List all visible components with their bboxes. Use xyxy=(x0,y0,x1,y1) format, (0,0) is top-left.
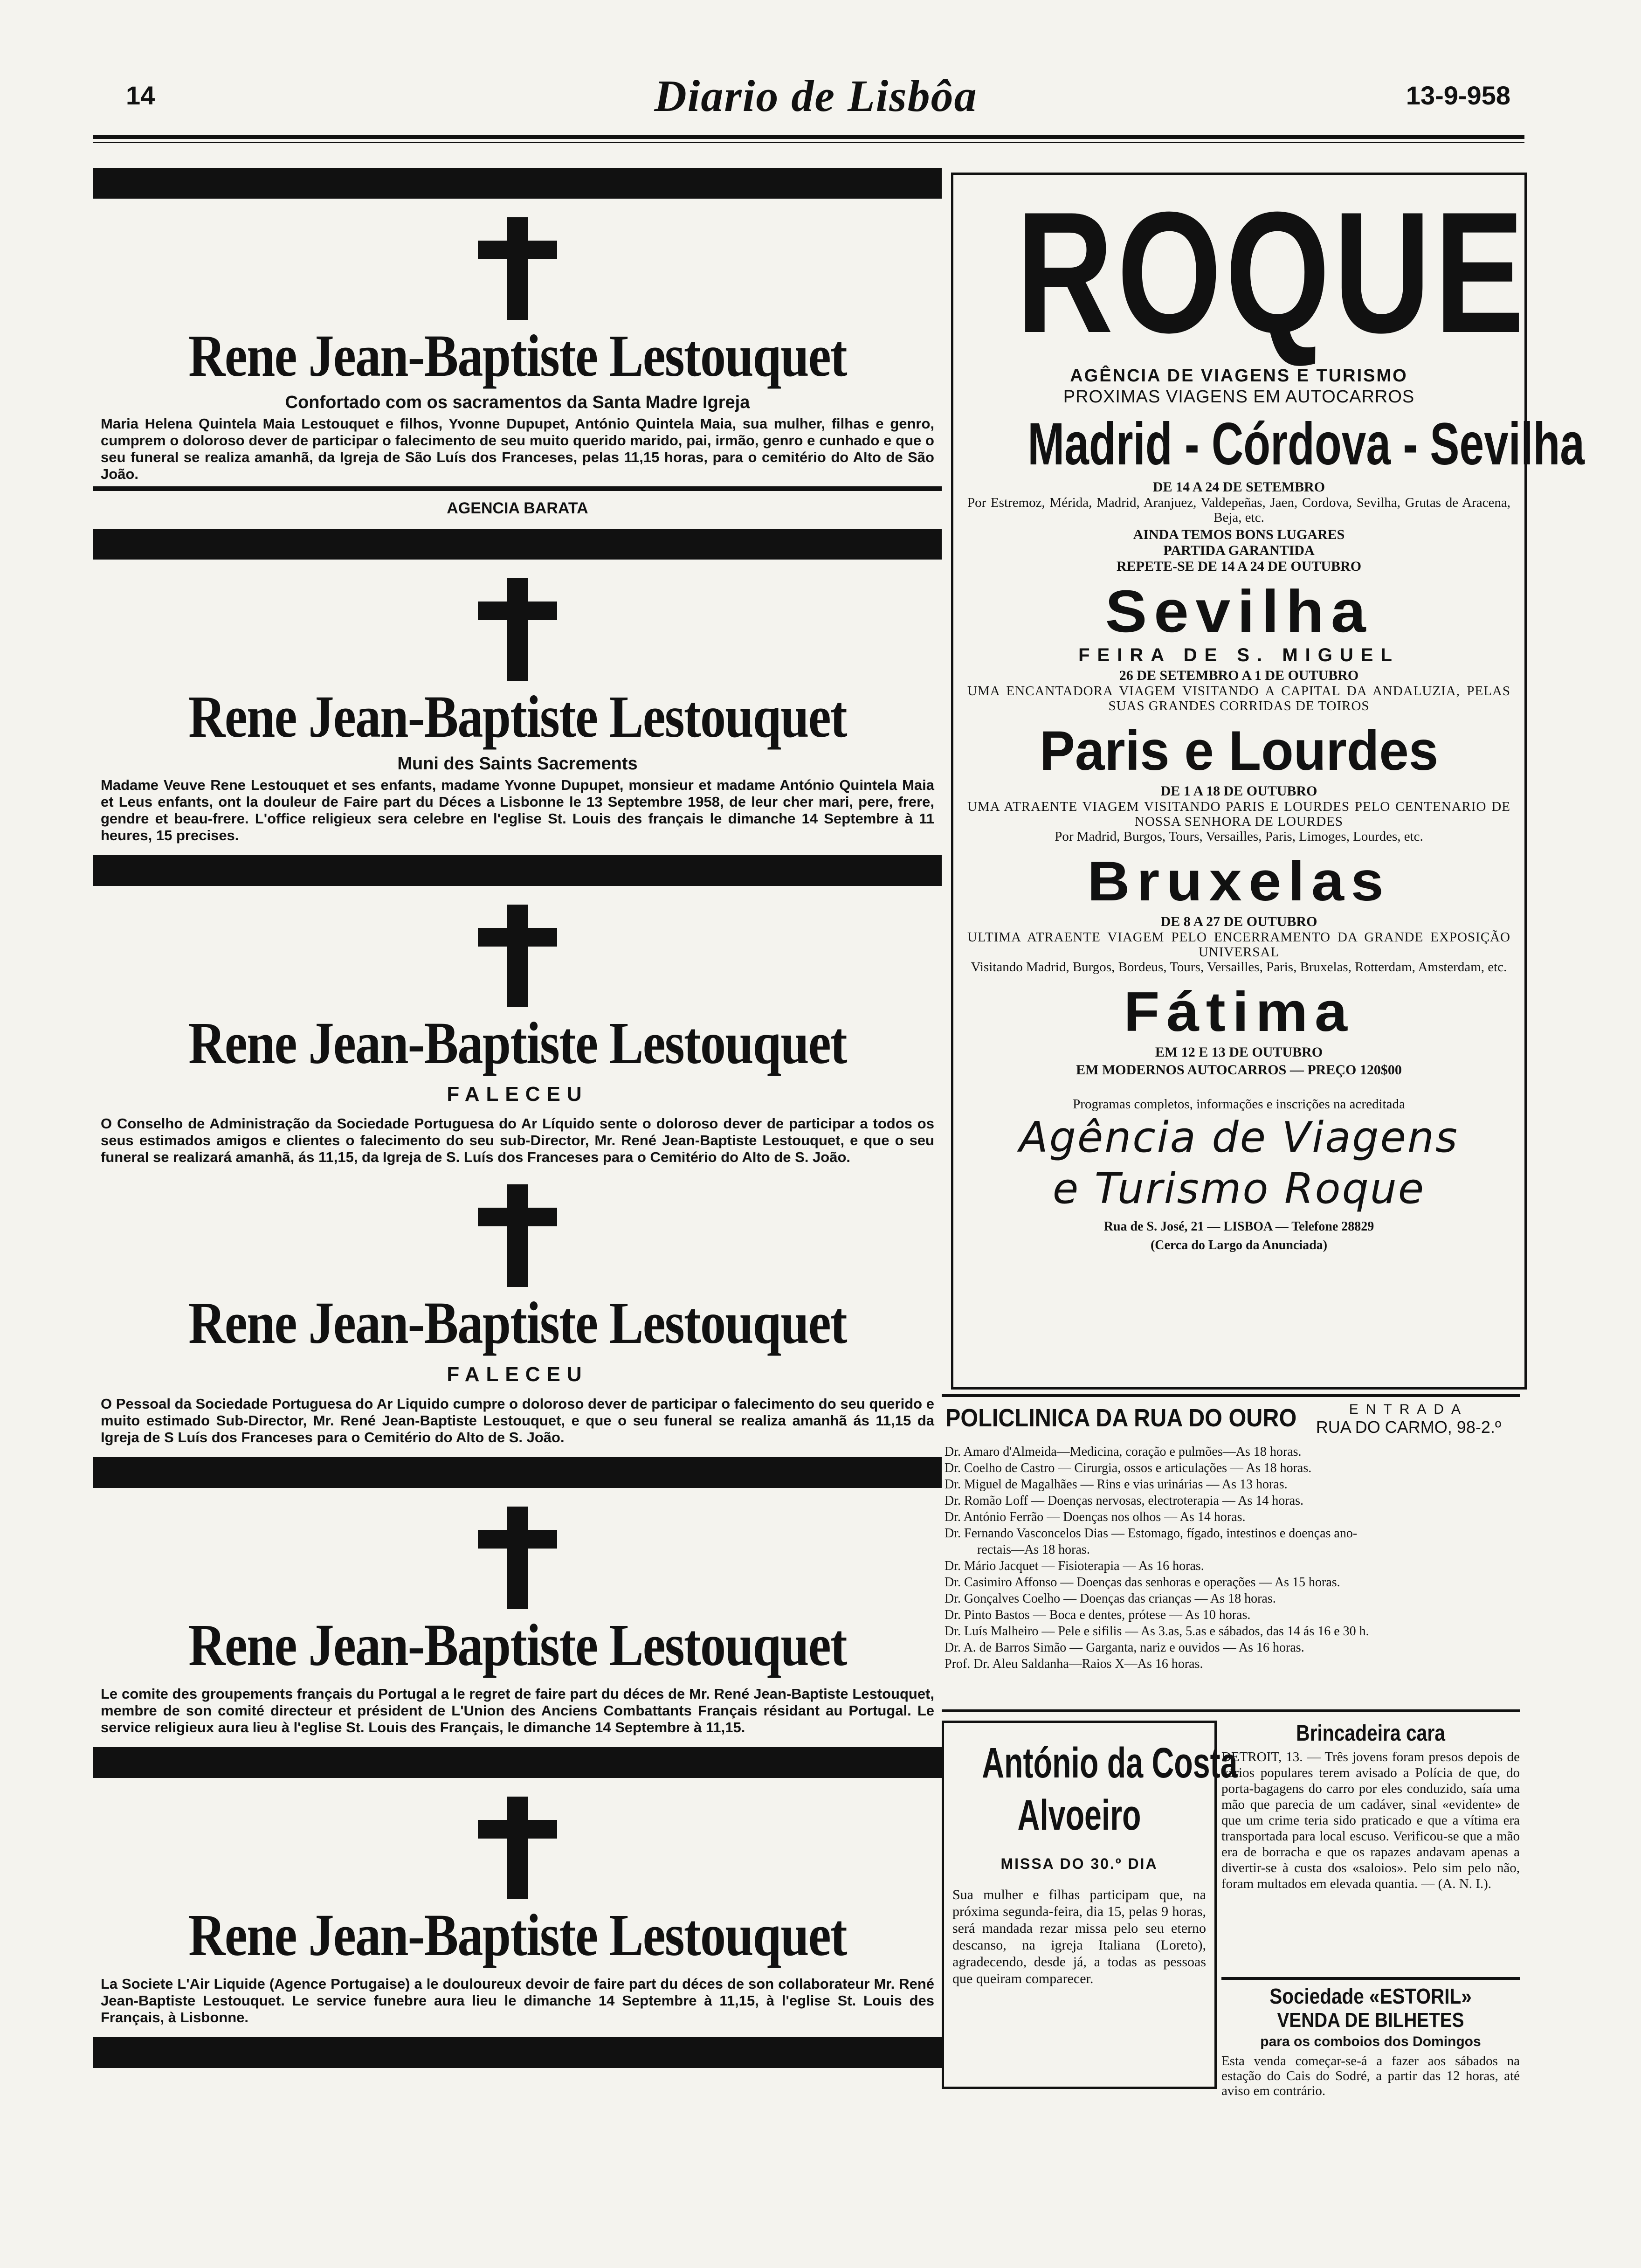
black-bar xyxy=(93,1747,942,1778)
estoril-text: Esta venda começar-se-á a fazer aos sábados na estação do Cais do Sodré, a partir das 12 horas, até aviso em contrário. xyxy=(1221,2054,1520,2098)
bruxelas-desc: ULTIMA ATRAENTE VIAGEM PELO ENCERRAMENTO DA GRANDE EXPOSIÇÃO UNIVERSAL xyxy=(967,929,1510,960)
doctor-entry: Dr. António Ferrão — Doenças nos olhos — As 14 horas. xyxy=(945,1510,1246,1524)
obituaries-column xyxy=(93,168,942,2068)
obituary-5 xyxy=(93,1507,942,1736)
agency-name-line-2: e Turismo Roque xyxy=(1052,1164,1426,1213)
cross-icon xyxy=(478,217,557,320)
fatima-title: Fátima xyxy=(1124,980,1354,1043)
obituary-text: Maria Helena Quintela Maia Lestouquet e filhos, Yvonne Dupupet, António Quintela Maia, sua mulher, filhas e genro, cumprem o doloroso dever de participar o falecimento de seu muito querido marido, pai, irmão, genro e cunhado e que o seu funeral se realiza amanhã, da Igreja de São Luís dos Franceses, pelas 11,15 horas, para o cemitério do Alto de São João. xyxy=(101,415,934,483)
issue-date: 13-9-958 xyxy=(1406,81,1510,110)
bruxelas-dates: DE 8 A 27 DE OUTUBRO xyxy=(1160,913,1317,929)
obituary-name: Rene Jean-Baptiste Lestouquet xyxy=(188,1010,847,1076)
newspaper-title: Diario de Lisbôa xyxy=(654,71,978,121)
madrid-route: Por Estremoz, Mérida, Madrid, Aranjuez, Valdepeñas, Jaen, Cordova, Sevilha, Grutas de Aracena, Beja, etc. xyxy=(967,495,1510,525)
alvoeiro-mass-notice xyxy=(942,1721,1238,2089)
doctor-entry: Dr. Miguel de Magalhães — Rins e vias urinárias — As 13 horas. xyxy=(945,1477,1288,1492)
doctor-entry: Dr. Luís Malheiro — Pele e sifilis — As 3.as, 5.as e sábados, das 14 ás 16 e 30 h. xyxy=(945,1624,1369,1639)
estoril-title: Sociedade «ESTORIL» xyxy=(1269,1984,1472,2008)
madrid-title: Madrid - Córdova - Sevilha xyxy=(1027,411,1585,477)
obituary-1 xyxy=(93,217,942,529)
madrid-note-3: REPETE-SE DE 14 A 24 DE OUTUBRO xyxy=(1116,558,1362,574)
cross-icon xyxy=(478,1797,557,1899)
obituary-name: Rene Jean-Baptiste Lestouquet xyxy=(188,323,847,389)
black-bar xyxy=(93,855,942,886)
sevilha-dates: 26 DE SETEMBRO A 1 DE OUTUBRO xyxy=(1119,667,1359,683)
madrid-note-1: AINDA TEMOS BONS LUGARES xyxy=(1133,526,1345,542)
paris-title: Paris e Lourdes xyxy=(1039,719,1439,782)
bruxelas-title: Bruxelas xyxy=(1087,850,1391,913)
obituary-2 xyxy=(93,578,942,844)
alvoeiro-text: Sua mulher e filhas participam que, na próxima segunda-feira, dia 15, pelas 9 horas, será mandada rezar missa pelo seu eterno descanso, na igreja Italiana (Loreto), agradecendo, desde já, a todas as pessoas que queiram comparecer. xyxy=(952,1887,1206,1986)
cross-icon xyxy=(478,905,557,1007)
agency-name-line-1: Agência de Viagens xyxy=(1019,1113,1459,1162)
black-bar xyxy=(93,2037,942,2068)
roque-brand: ROQUE xyxy=(1016,176,1528,369)
bruxelas-route: Visitando Madrid, Burgos, Bordeus, Tours, Versailles, Paris, Bruxelas, Rotterdam, Amsterdam, etc. xyxy=(971,959,1507,975)
black-bar xyxy=(93,1457,942,1488)
paris-route: Por Madrid, Burgos, Tours, Versailles, Paris, Limoges, Lourdes, etc. xyxy=(1055,829,1423,844)
masthead-rule-thin xyxy=(93,142,1524,143)
obituary-subtitle: FALECEU xyxy=(447,1083,588,1106)
cross-icon xyxy=(478,1507,557,1609)
madrid-note-2: PARTIDA GARANTIDA xyxy=(1163,542,1315,558)
programs-note: Programas completos, informações e inscrições na acreditada xyxy=(1073,1096,1405,1112)
obituary-name: Rene Jean-Baptiste Lestouquet xyxy=(188,1611,847,1678)
madrid-dates: DE 14 A 24 DE SETEMBRO xyxy=(1152,479,1325,495)
black-bar xyxy=(93,168,942,199)
policlinica-listing xyxy=(942,1394,1520,1712)
paris-desc: UMA ATRAENTE VIAGEM VISITANDO PARIS E LOURDES PELO CENTENARIO DE NOSSA SENHORA DE LOURDES xyxy=(967,799,1510,829)
obituary-name: Rene Jean-Baptiste Lestouquet xyxy=(188,1290,847,1356)
estoril-subtitle-2: para os comboios dos Domingos xyxy=(1260,2034,1481,2049)
agency-address-note: (Cerca do Largo da Anunciada) xyxy=(1150,1238,1328,1252)
alvoeiro-name-2: Alvoeiro xyxy=(1017,1791,1141,1839)
alvoeiro-name-1: António da Costa xyxy=(982,1739,1238,1787)
doctor-entry: Dr. Mário Jacquet — Fisioterapia — As 16 horas. xyxy=(945,1559,1204,1573)
tagline: PROXIMAS VIAGENS EM AUTOCARROS xyxy=(1063,387,1415,407)
brincadeira-article xyxy=(1221,1721,1520,1892)
obituary-3 xyxy=(93,905,942,1166)
obituary-4 xyxy=(93,1184,942,1445)
agency-line: AGÊNCIA DE VIAGENS E TURISMO xyxy=(1070,366,1408,386)
obituary-text: Le comite des groupements français du Portugal a le regret de faire part du déces de Mr. René Jean-Baptiste Lestouquet, membre de son comité directeur et président de L'Union des Anciens Combattants Français résidant au Portugal. Le service religieux aura lieu à l'eglise St. Louis des Français, le dimanche 14 Septembre à 11,15. xyxy=(101,1685,934,1736)
entrance-address: RUA DO CARMO, 98-2.º xyxy=(1316,1418,1501,1437)
doctor-entry: Dr. Amaro d'Almeida—Medicina, coração e pulmões—As 18 horas. xyxy=(945,1445,1302,1459)
doctor-entry: Prof. Dr. Aleu Saldanha—Raios X—As 16 horas. xyxy=(945,1657,1203,1671)
fatima-dates: EM 12 E 13 DE OUTUBRO xyxy=(1155,1044,1323,1060)
sevilha-desc: UMA ENCANTADORA VIAGEM VISITANDO A CAPITAL DA ANDALUZIA, PELAS SUAS GRANDES CORRIDAS DE TOIROS xyxy=(967,683,1510,713)
cross-icon xyxy=(478,1184,557,1287)
estoril-subtitle: VENDA DE BILHETES xyxy=(1277,2009,1464,2032)
masthead-rule xyxy=(93,135,1524,139)
funeral-agency: AGENCIA BARATA xyxy=(93,486,942,529)
alvoeiro-missa: MISSA DO 30.º DIA xyxy=(1000,1855,1158,1872)
doctor-entry: Dr. Coelho de Castro — Cirurgia, ossos e articulações — As 18 horas. xyxy=(945,1461,1312,1475)
page-number: 14 xyxy=(126,81,155,110)
cross-icon xyxy=(478,578,557,681)
sevilha-title: Sevilha xyxy=(1105,578,1373,645)
obituary-subtitle: FALECEU xyxy=(447,1362,588,1386)
obituary-name: Rene Jean-Baptiste Lestouquet xyxy=(188,1902,847,1968)
article-text: DETROIT, 13. — Três jovens foram presos depois de vários populares terem avisado a Polícia de que, do porta-bagagens do carro por eles conduzido, saía uma mão que parecia de um cadáver, sinal «evidente» de que um crime teria sido praticado e que a vítima era transportada para local escuso. Verificou-se que a mão era de borracha e que os rapazes andavam apenas a divertir-se à custa dos «saloios». Pelo sim pelo não, foram multados em elevada quantia. — (A. N. I.). xyxy=(1221,1749,1520,1891)
obituary-text: O Pessoal da Sociedade Portuguesa do Ar Liquido cumpre o doloroso dever de participar o falecimento do seu querido e muito estimado Sub-Director, Mr. René Jean-Baptiste Lestouquet, e que o seu funeral se realiza amanhã ás 11,15 da Igreja de S Luís dos Franceses para o Cemitério do Alto de S. João. xyxy=(101,1395,934,1445)
sevilha-feira: FEIRA DE S. MIGUEL xyxy=(1078,644,1400,665)
black-bar xyxy=(93,529,942,560)
doctor-entry: Dr. A. de Barros Simão — Garganta, nariz e ouvidos — As 16 horas. xyxy=(945,1640,1304,1655)
obituary-subtitle: Confortado com os sacramentos da Santa Madre Igreja xyxy=(285,393,750,413)
obituary-subtitle: Muni des Saints Sacrements xyxy=(397,754,638,774)
obituary-text: O Conselho de Administração da Sociedade Portuguesa do Ar Líquido sente o doloroso dever de participar a todos os seus estimados amigos e clientes o falecimento do seu sub-Director, Mr. René Jean-Baptiste Lestouquet, e que o seu funeral se realizará amanhã, ás 11,15, da Igreja de S. Luís dos Franceses para o Cemitério do Alto de S. João. xyxy=(101,1115,934,1166)
doctor-entry: Dr. Romão Loff — Doenças nervosas, electroterapia — As 14 horas. xyxy=(945,1494,1304,1508)
estoril-notice xyxy=(1221,1977,1520,2098)
obituary-6 xyxy=(93,1797,942,2026)
fatima-price: EM MODERNOS AUTOCARROS — PREÇO 120$00 xyxy=(1076,1062,1402,1078)
doctor-entry: Dr. Gonçalves Coelho — Doenças das crianças — As 18 horas. xyxy=(945,1591,1276,1606)
doctor-entry: Dr. Fernando Vasconcelos Dias — Estomago, fígado, intestinos e doenças ano- xyxy=(945,1526,1358,1541)
paris-dates: DE 1 A 18 DE OUTUBRO xyxy=(1160,783,1317,799)
roque-travel-ad xyxy=(951,173,1585,1390)
obituary-name: Rene Jean-Baptiste Lestouquet xyxy=(188,684,847,750)
entrance-label: ENTRADA xyxy=(1349,1402,1469,1417)
obituary-text: La Societe L'Air Liquide (Agence Portugaise) a le douloureux devoir de faire part du déces de son collaborateur Mr. René Jean-Baptiste Lestouquet. Le service funebre aura lieu le dimanche 14 Septembre à 11,15, à l'eglise St. Louis des Français, à Lisbonne. xyxy=(101,1976,934,2026)
doctor-entry: Dr. Pinto Bastos — Boca e dentes, prótese — As 10 horas. xyxy=(945,1608,1251,1622)
doctor-entry: Dr. Casimiro Affonso — Doenças das senhoras e operações — As 15 horas. xyxy=(945,1575,1340,1590)
doctor-list xyxy=(945,1444,1515,1672)
doctor-entry: rectais—As 18 horas. xyxy=(977,1542,1090,1557)
policlinica-title: POLICLINICA DA RUA DO OURO xyxy=(945,1404,1297,1432)
policlinica-entrance xyxy=(1316,1402,1501,1437)
agency-address: Rua de S. José, 21 — LISBOA — Telefone 28829 xyxy=(1103,1219,1374,1234)
article-title: Brincadeira cara xyxy=(1296,1721,1445,1746)
obituary-text: Madame Veuve Rene Lestouquet et ses enfants, madame Yvonne Dupupet, monsieur et madame António Quintela Maia et Leus enfants, ont la douleur de Faire part du Déces a Lisbonne le 13 Septembre 1958, de leur cher mari, pere, frere, gendre et beau-frere. L'office religieux sera celebre en l'eglise St. Louis des français le dimanche 14 Septembre à 11 heures, 15 precises. xyxy=(101,776,934,844)
